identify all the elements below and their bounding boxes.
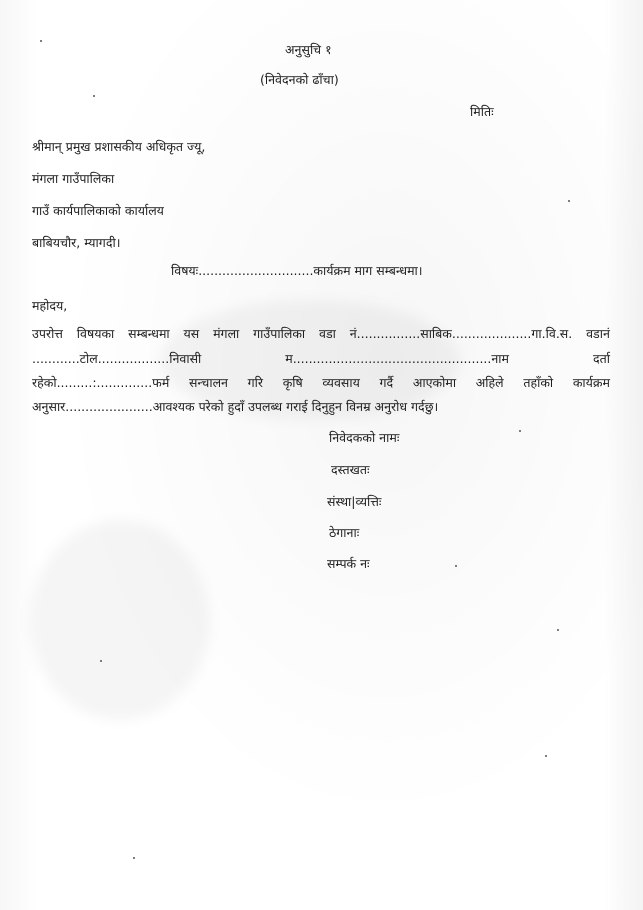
body-word: अहिले <box>475 375 504 390</box>
body-line-1 <box>32 326 610 342</box>
subject-line: विषयः.............................कार्यक्रम माग सम्बन्धमा। <box>171 263 423 278</box>
contact-label: सम्पर्क नः <box>327 556 370 571</box>
body-word: यस <box>183 326 200 341</box>
signature-label: दस्तखतः <box>331 462 370 477</box>
body-line-4: अनुसार......................आवश्यक परेको हुदाँ उपलब्ध गराई दिनुहुन विनम्र अनुरोध गर्दछु। <box>32 399 439 414</box>
scan-speck <box>40 40 42 42</box>
body-word: व्यवसाय <box>322 375 360 390</box>
scan-speck <box>133 857 135 859</box>
body-word: कार्यक्रम <box>572 375 610 390</box>
body-word: रहेको.........:..............फर्म <box>32 375 170 390</box>
applicant-name-label: निवेदकको नामः <box>329 430 400 445</box>
body-line-2 <box>32 351 610 367</box>
salutation: महोदय, <box>32 298 68 313</box>
body-word: नं................साबिक....................गा.वि.स. <box>349 326 573 341</box>
addressee-line: गाउँ कार्यपालिकाको कार्यालय <box>32 203 164 218</box>
format-subtitle: (निवेदनको ढाँचा) <box>260 72 339 87</box>
address-label: ठेगानाः <box>329 525 360 540</box>
body-word: वडा <box>319 326 336 341</box>
scan-speck <box>100 660 102 662</box>
annex-title: अनुसुचि १ <box>285 42 332 57</box>
addressee-line: श्रीमान् प्रमुख प्रशासकीय अधिकृत ज्यू, <box>32 139 206 154</box>
addressee-line: मंगला गाउँपालिका <box>32 171 115 186</box>
addressee-line: बाबियचौर, म्यागदी। <box>32 235 121 250</box>
body-word: ............टोल..................निवासी <box>32 351 202 366</box>
scan-speck <box>519 430 521 432</box>
body-word: गरि <box>247 375 264 390</box>
body-word: गर्दै <box>379 375 394 390</box>
body-word: सन्चालन <box>188 375 228 390</box>
date-label: मितिः <box>470 104 494 119</box>
scan-speck <box>557 629 559 631</box>
body-word: तहाँको <box>523 375 554 390</box>
scan-speck <box>93 95 95 97</box>
scan-shadow <box>30 520 210 720</box>
body-word: मंगला <box>213 326 240 341</box>
body-word: आएकोमा <box>412 375 457 390</box>
body-word: सम्बन्धमा <box>128 326 170 341</box>
body-line-3 <box>32 375 610 391</box>
scan-speck <box>455 565 457 567</box>
body-word: दर्ता <box>592 351 610 366</box>
org-person-label: संस्था|व्यत्तिः <box>327 494 382 509</box>
scan-speck <box>545 755 547 757</box>
body-word: वडानं <box>586 326 610 341</box>
body-word: गाउँपालिका <box>253 326 306 341</box>
scan-speck <box>568 200 570 202</box>
body-word: कृषि <box>282 375 303 390</box>
body-word: म..................................................नाम <box>285 351 510 366</box>
body-word: उपरोत्त <box>32 326 63 341</box>
body-word: विषयका <box>76 326 115 341</box>
